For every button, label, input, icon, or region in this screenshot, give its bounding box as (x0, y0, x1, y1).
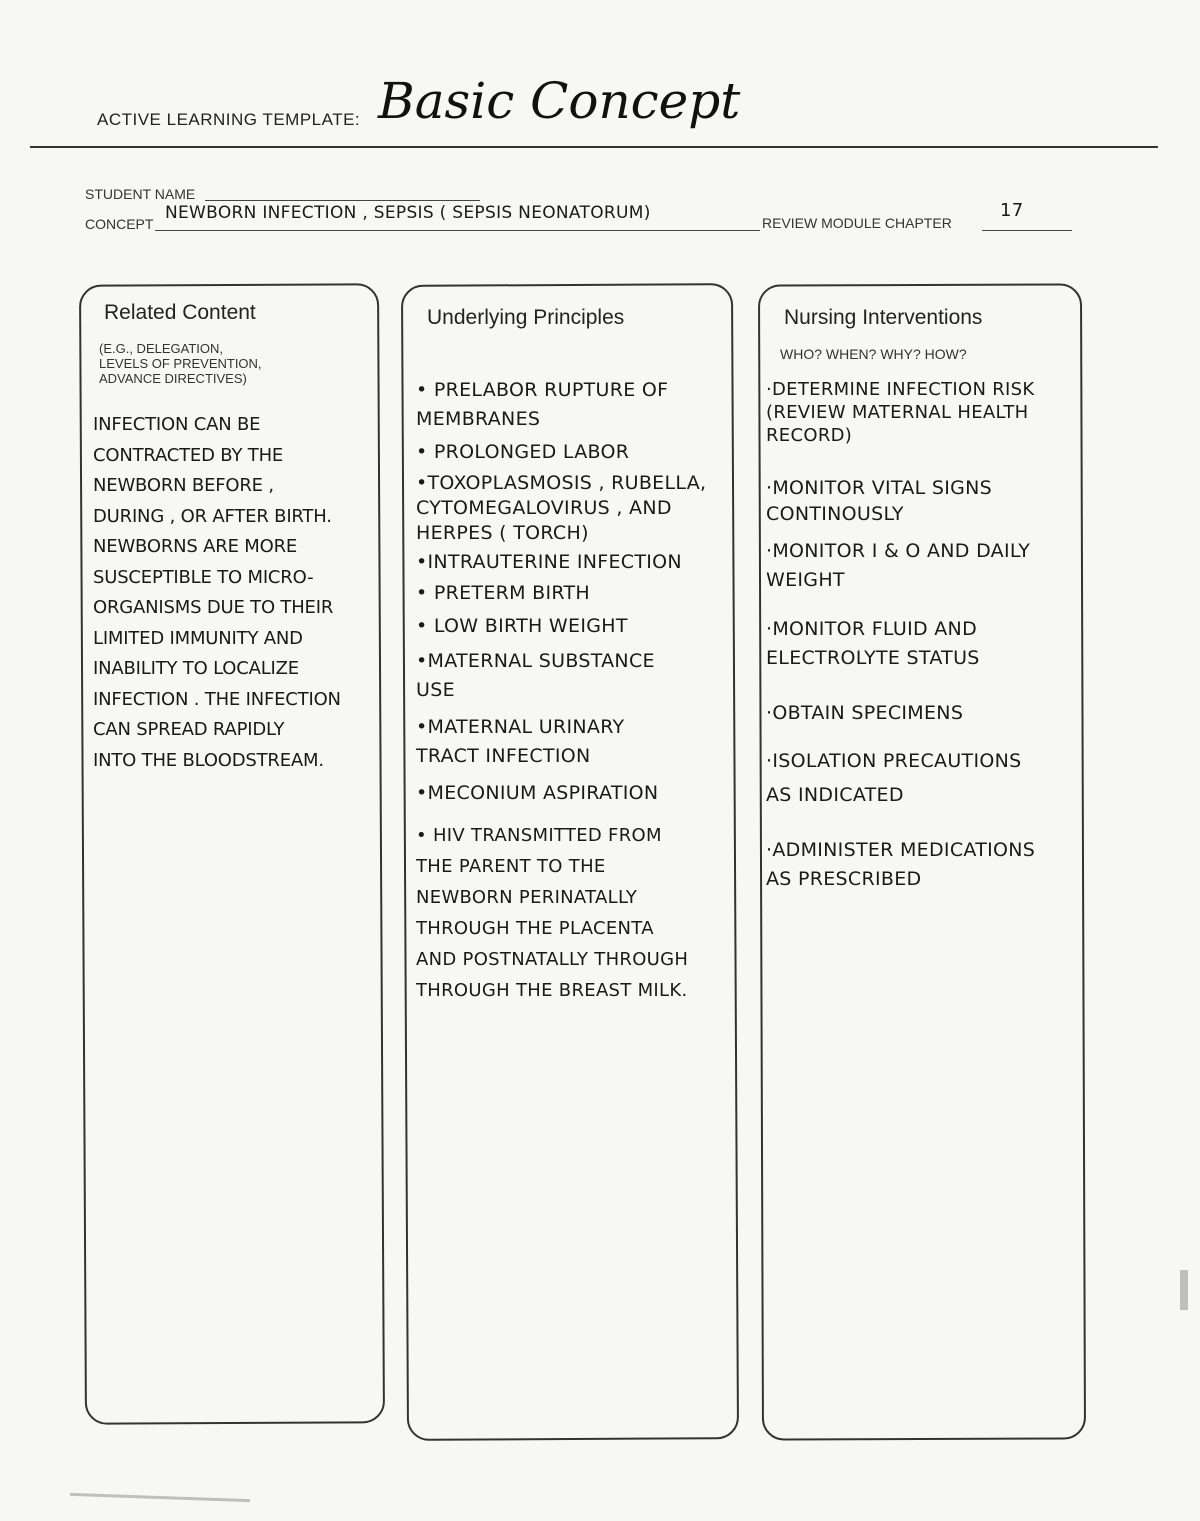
principle-item: •TOXOPLASMOSIS , RUBELLA, CYTOMEGALOVIRUS , AND HERPES ( TORCH) (416, 472, 707, 544)
principle-item: • HIV TRANSMITTED FROM THE PARENT TO THE NEWBORN PERINATALLY THROUGH THE PLACENTA AND POSTNATALLY THROUGH THROUGH THE BREAST MILK. (416, 825, 689, 1001)
chapter-value[interactable]: 17 (1000, 200, 1024, 221)
concept-line (155, 230, 760, 231)
intervention-item: ·MONITOR I & O AND DAILY WEIGHT (766, 540, 1031, 591)
scan-artifact (70, 1493, 250, 1502)
student-name-line (205, 200, 480, 201)
nursing-interventions-list (766, 378, 1092, 894)
scan-artifact (1180, 1270, 1188, 1310)
intervention-item: ·DETERMINE INFECTION RISK (REVIEW MATERNAL HEALTH RECORD) (766, 379, 1035, 446)
template-title: Basic Concept (378, 72, 741, 130)
principle-item: •MATERNAL SUBSTANCE USE (416, 650, 655, 701)
principle-item: • PRETERM BIRTH (416, 582, 591, 604)
nursing-interventions-title: Nursing Interventions (784, 306, 983, 329)
template-label: ACTIVE LEARNING TEMPLATE: (97, 110, 361, 129)
header-divider (30, 146, 1158, 148)
intervention-item: ·MONITOR FLUID AND ELECTROLYTE STATUS (766, 618, 980, 669)
nursing-interventions-subtitle: WHO? WHEN? WHY? HOW? (780, 346, 967, 362)
principle-item: • PROLONGED LABOR (416, 441, 630, 463)
related-content-text: INFECTION CAN BE CONTRACTED BY THE NEWBORN BEFORE , DURING , OR AFTER BIRTH. NEWBORNS ARE MORE SUSCEPTIBLE TO MICRO- ORGANISMS DUE TO THEIR LIMITED IMMUNITY AND INABILITY TO LOCALIZE INFECTION . THE INFECTION CAN SPREAD RAPIDLY INTO THE BLOODSTREAM. (93, 414, 341, 771)
intervention-item: ·MONITOR VITAL SIGNS CONTINOUSLY (766, 477, 993, 525)
related-content-title: Related Content (104, 301, 256, 324)
concept-label: CONCEPT (85, 216, 154, 232)
principle-item: •MECONIUM ASPIRATION (416, 782, 659, 804)
chapter-label: REVIEW MODULE CHAPTER (762, 215, 952, 231)
intervention-item: ·ADMINISTER MEDICATIONS AS PRESCRIBED (766, 839, 1036, 890)
principle-item: •MATERNAL URINARY TRACT INFECTION (416, 716, 625, 767)
underlying-principles-list (416, 376, 728, 1006)
concept-value[interactable]: NEWBORN INFECTION , SEPSIS ( SEPSIS NEONATORUM) (165, 203, 651, 223)
intervention-item: ·OBTAIN SPECIMENS (766, 702, 964, 724)
chapter-line (982, 230, 1072, 231)
principle-item: • LOW BIRTH WEIGHT (416, 615, 628, 637)
underlying-principles-title: Underlying Principles (427, 306, 625, 329)
principle-item: • PRELABOR RUPTURE OF MEMBRANES (416, 379, 669, 430)
student-name-label: STUDENT NAME (85, 186, 196, 202)
related-content-subtitle: (E.G., DELEGATION, LEVELS OF PREVENTION, ADVANCE DIRECTIVES) (99, 341, 262, 386)
principle-item: •INTRAUTERINE INFECTION (416, 551, 682, 573)
intervention-item: ·ISOLATION PRECAUTIONS AS INDICATED (766, 750, 1022, 806)
